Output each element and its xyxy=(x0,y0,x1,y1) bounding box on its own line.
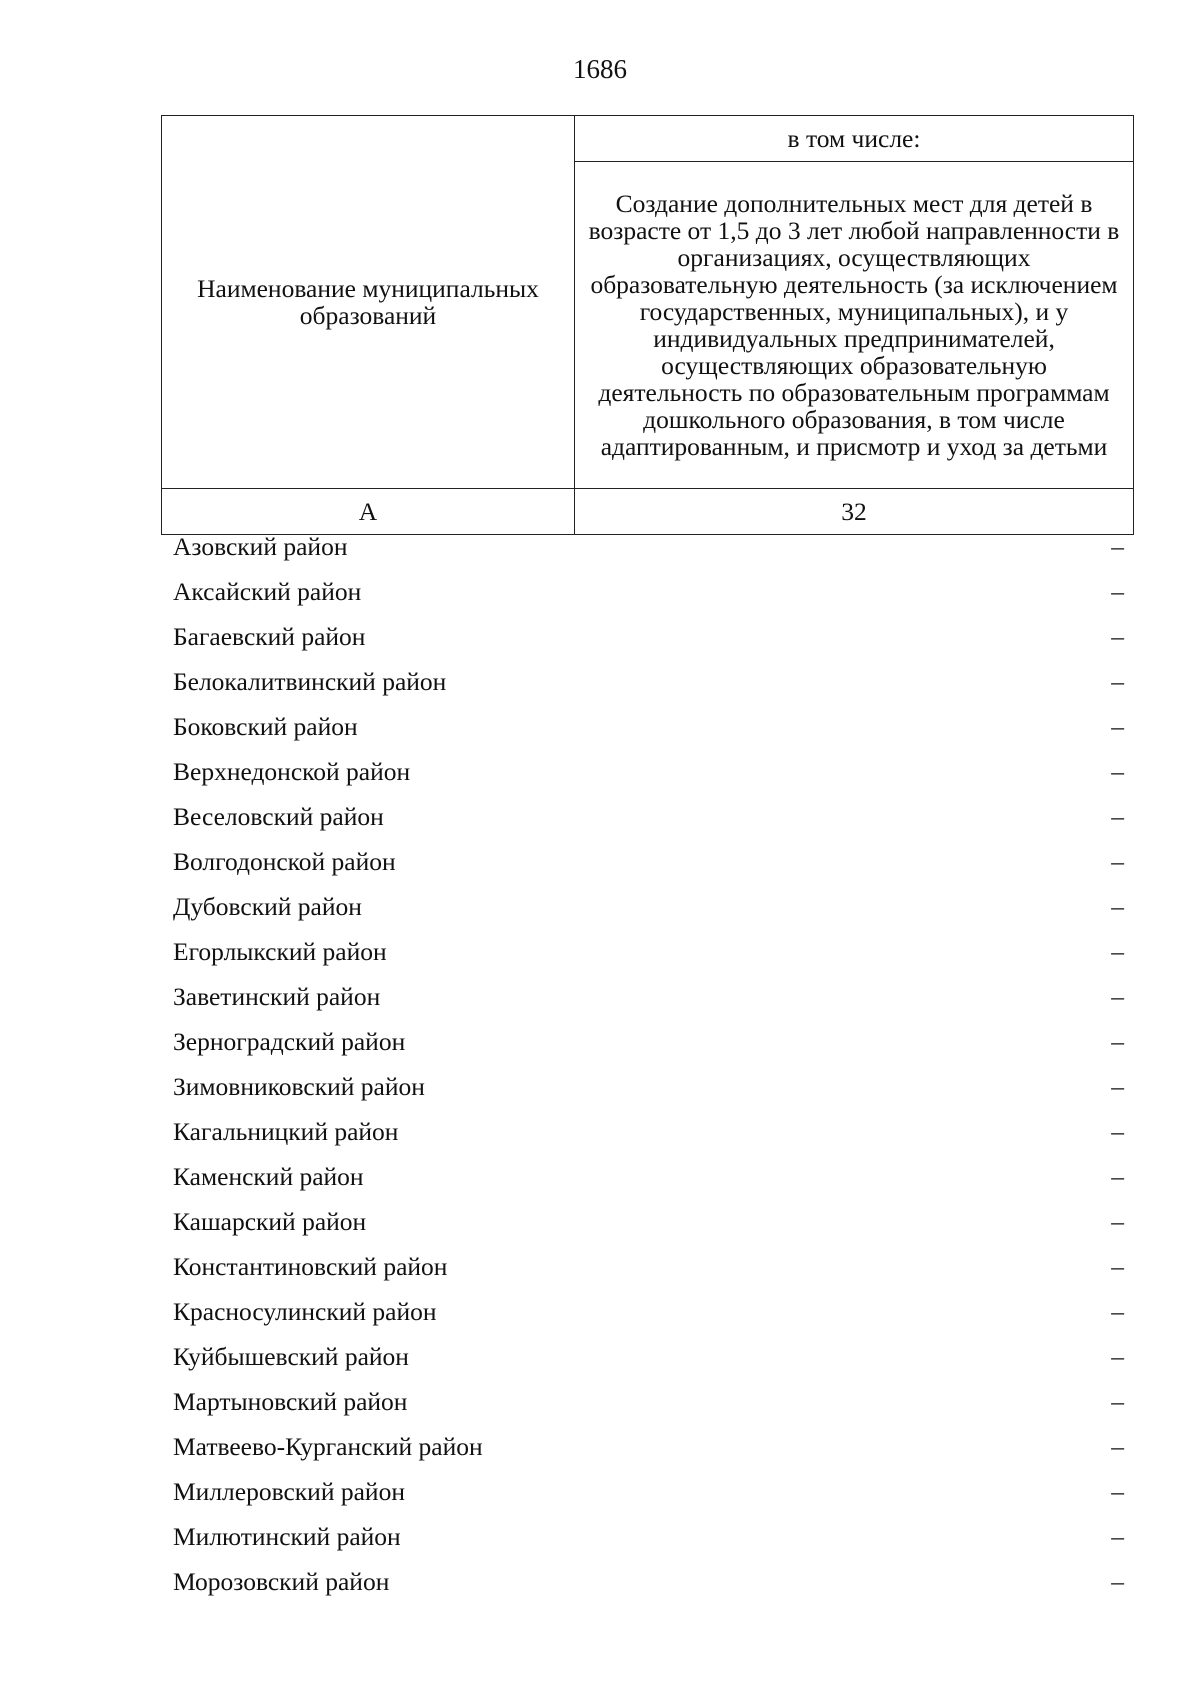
table-row xyxy=(0,749,1200,794)
table-row xyxy=(0,794,1200,839)
table-row xyxy=(0,1019,1200,1064)
row-value: – xyxy=(1111,847,1124,876)
table-row xyxy=(0,1469,1200,1514)
row-value: – xyxy=(1111,1297,1124,1326)
table-row xyxy=(0,1559,1200,1604)
municipality-name: Милютинский район xyxy=(173,1522,401,1551)
municipality-name: Егорлыкский район xyxy=(173,937,387,966)
name-column-code: А xyxy=(162,489,575,535)
municipality-name: Волгодонской район xyxy=(173,847,396,876)
row-value: – xyxy=(1111,712,1124,741)
table-row xyxy=(0,974,1200,1019)
table-row xyxy=(0,1109,1200,1154)
table-row xyxy=(0,929,1200,974)
municipality-name: Азовский район xyxy=(173,532,348,561)
table-header xyxy=(161,115,1134,535)
table-row xyxy=(0,704,1200,749)
municipality-name: Константиновский район xyxy=(173,1252,448,1281)
table-row xyxy=(0,1289,1200,1334)
row-value: – xyxy=(1111,1342,1124,1371)
municipality-name: Каменский район xyxy=(173,1162,364,1191)
table-row xyxy=(0,884,1200,929)
table-row xyxy=(0,1154,1200,1199)
row-value: – xyxy=(1111,1432,1124,1461)
table-row xyxy=(0,659,1200,704)
table-row xyxy=(0,1424,1200,1469)
table-row xyxy=(0,1514,1200,1559)
row-value: – xyxy=(1111,1477,1124,1506)
table-row xyxy=(0,1244,1200,1289)
row-value: – xyxy=(1111,622,1124,651)
row-value: – xyxy=(1111,1522,1124,1551)
table-body xyxy=(0,524,1200,1604)
municipality-name: Матвеево-Курганский район xyxy=(173,1432,483,1461)
table-row xyxy=(0,524,1200,569)
row-value: – xyxy=(1111,1117,1124,1146)
table-row xyxy=(0,839,1200,884)
municipality-name: Заветинский район xyxy=(173,982,381,1011)
value-column-header: Создание дополнительных мест для детей в возрасте от 1,5 до 3 лет любой направленности в организациях, осуществляющих образовательную деятельность (за исключением государственных, муниципальных), и у индивидуальных предпринимателей, осуществляющих образовательную деятельность по образовательным программам дошкольного образования, в том числе адаптированным, и присмотр и уход за детьми xyxy=(575,162,1134,489)
municipality-name: Красносулинский район xyxy=(173,1297,437,1326)
municipality-name: Аксайский район xyxy=(173,577,362,606)
row-value: – xyxy=(1111,982,1124,1011)
municipality-name: Мартыновский район xyxy=(173,1387,408,1416)
table-row xyxy=(0,569,1200,614)
table-row xyxy=(0,1334,1200,1379)
municipality-name: Куйбышевский район xyxy=(173,1342,409,1371)
row-value: – xyxy=(1111,1162,1124,1191)
municipality-name: Миллеровский район xyxy=(173,1477,405,1506)
row-value: – xyxy=(1111,802,1124,831)
row-value: – xyxy=(1111,1207,1124,1236)
municipality-name: Боковский район xyxy=(173,712,358,741)
row-value: – xyxy=(1111,1387,1124,1416)
row-value: – xyxy=(1111,1027,1124,1056)
row-value: – xyxy=(1111,757,1124,786)
value-column-code: 32 xyxy=(575,489,1134,535)
municipality-name: Зерноградский район xyxy=(173,1027,406,1056)
municipality-name: Кашарский район xyxy=(173,1207,367,1236)
row-value: – xyxy=(1111,1567,1124,1596)
row-value: – xyxy=(1111,892,1124,921)
row-value: – xyxy=(1111,577,1124,606)
group-label: в том числе: xyxy=(575,116,1134,162)
municipality-name: Морозовский район xyxy=(173,1567,390,1596)
municipality-name: Дубовский район xyxy=(173,892,362,921)
row-value: – xyxy=(1111,937,1124,966)
row-value: – xyxy=(1111,1252,1124,1281)
table-row xyxy=(0,1064,1200,1109)
table-row xyxy=(0,1379,1200,1424)
table-row xyxy=(0,614,1200,659)
page-number: 1686 xyxy=(573,54,627,84)
municipality-name: Веселовский район xyxy=(173,802,384,831)
name-column-header: Наименование муниципальных образований xyxy=(162,116,575,489)
municipality-name: Зимовниковский район xyxy=(173,1072,425,1101)
municipality-name: Кагальницкий район xyxy=(173,1117,399,1146)
row-value: – xyxy=(1111,1072,1124,1101)
municipality-name: Белокалитвинский район xyxy=(173,667,447,696)
row-value: – xyxy=(1111,532,1124,561)
row-value: – xyxy=(1111,667,1124,696)
table-row xyxy=(0,1199,1200,1244)
municipality-name: Багаевский район xyxy=(173,622,366,651)
municipality-name: Верхнедонской район xyxy=(173,757,411,786)
